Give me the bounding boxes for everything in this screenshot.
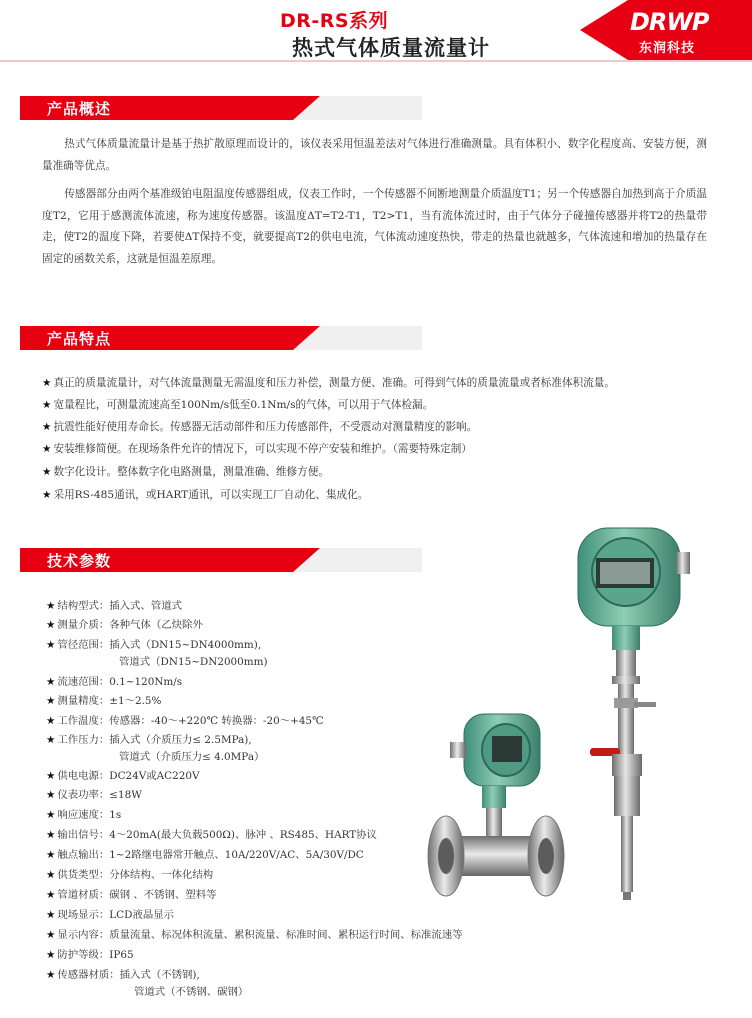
star-icon: ★ xyxy=(46,869,56,881)
star-icon: ★ xyxy=(46,889,56,901)
spec-item: ★ 供电电源：DC24V或AC220V xyxy=(46,770,200,782)
star-icon: ★ xyxy=(46,849,56,861)
star-icon: ★ xyxy=(46,829,56,841)
star-icon: ★ xyxy=(46,929,56,941)
section-header-overview xyxy=(20,96,422,120)
section-title-features: 产品特点 xyxy=(47,330,112,348)
insertion-flowmeter-image xyxy=(560,522,700,902)
logo-wordmark: DRWP xyxy=(630,8,709,36)
series-title: DR-RS系列 xyxy=(280,10,389,32)
star-icon: ★ xyxy=(46,734,56,746)
overview-paragraph-2: 传感器部分由两个基准级铂电阻温度传感器组成，仪表工作时，一个传感器不间断地测量介质温度T1；另一个传感器自加热到高于介质温度T2，它用于感测流体流速，称为速度传感器。该温度ΔT=T2-T1，T2>T1，当有流体流过时，由于气体分子碰撞传感器并将T2的热量带走，使T2的温度下降，若要使ΔT保持不变，就要提高T2的供电电流，气体流动速度热快，带走的热量也就越多，气体流速和增加的热量存在固定的函数关系，这就是恒温差原理。 xyxy=(42,188,708,265)
feature-item: ★ 抗震性能好使用寿命长。传感器无活动部件和压力传感部件，不受震动对测量精度的影响。 xyxy=(42,421,478,433)
star-icon: ★ xyxy=(46,969,56,981)
star-icon: ★ xyxy=(46,909,56,921)
section-title-overview: 产品概述 xyxy=(47,100,112,118)
overview-paragraph-1: 热式气体质量流量计是基于热扩散原理而设计的，该仪表采用恒温差法对气体进行准确测量。具有体积小、数字化程度高、安装方便，测量准确等优点。 xyxy=(42,138,708,172)
spec-item: ★ 仪表功率：≤18W xyxy=(46,789,142,801)
spec-item-continuation: 管道式（介质压力≤ 4.0MPa） xyxy=(119,751,265,763)
star-icon: ★ xyxy=(46,676,56,688)
star-icon: ★ xyxy=(42,489,52,501)
star-icon: ★ xyxy=(46,695,56,707)
spec-item: ★ 测量精度：±1～2.5% xyxy=(46,695,162,707)
section-title-specs: 技术参数 xyxy=(47,552,112,570)
star-icon: ★ xyxy=(46,809,56,821)
spec-item: ★ 防护等级：IP65 xyxy=(46,949,134,961)
feature-item: ★ 真正的质量流量计，对气体流量测量无需温度和压力补偿，测量方便、准确。可得到气体的质量流量或者标准体积流量。 xyxy=(42,377,615,389)
star-icon: ★ xyxy=(46,949,56,961)
page-header xyxy=(0,0,752,60)
spec-item: ★ 传感器材质：插入式（不锈钢), xyxy=(46,969,200,981)
star-icon: ★ xyxy=(42,377,52,389)
section-header-specs xyxy=(20,548,422,572)
spec-item: ★ 触点输出：1~2路继电器常开触点、10A/220V/AC、5A/30V/DC xyxy=(46,849,364,861)
spec-item-continuation: 管道式（不锈钢、碳钢） xyxy=(134,986,249,998)
spec-item: ★ 工作温度：传感器：-40～+220℃ 转换器：-20～+45℃ xyxy=(46,715,324,727)
star-icon: ★ xyxy=(42,399,52,411)
spec-item: ★ 管道材质：碳钢 、不锈钢、塑料等 xyxy=(46,889,217,901)
spec-item: ★ 结构型式：插入式、管道式 xyxy=(46,600,183,612)
star-icon: ★ xyxy=(42,466,52,478)
spec-item: ★ 管径范围：插入式（DN15~DN4000mm), xyxy=(46,639,262,651)
spec-item: ★ 供货类型：分体结构、一体化结构 xyxy=(46,869,214,881)
header-divider xyxy=(0,60,752,62)
spec-item: ★ 工作压力：插入式（介质压力≤ 2.5MPa), xyxy=(46,734,252,746)
spec-item: ★ 现场显示：LCD液晶显示 xyxy=(46,909,175,921)
logo-company-name: 东润科技 xyxy=(639,41,696,56)
feature-item: ★ 宽量程比，可测量流速高至100Nm/s低至0.1Nm/s的气体，可以用于气体检漏。 xyxy=(42,399,434,411)
star-icon: ★ xyxy=(46,639,56,651)
spec-item: ★ 显示内容：质量流量、标况体积流量、累积流量、标准时间、累积运行时间、标准流速等 xyxy=(46,929,463,941)
feature-item: ★ 数字化设计。整体数字化电路测量，测量准确、维修方便。 xyxy=(42,466,329,478)
star-icon: ★ xyxy=(46,600,56,612)
star-icon: ★ xyxy=(42,421,52,433)
star-icon: ★ xyxy=(46,770,56,782)
feature-item: ★ 采用RS-485通讯，或HART通讯，可以实现工厂自动化、集成化。 xyxy=(42,489,369,501)
spec-item-continuation: 管道式（DN15~DN2000mm) xyxy=(119,656,268,668)
star-icon: ★ xyxy=(46,619,56,631)
spec-item: ★ 测量介质：各种气体（乙炔除外 xyxy=(46,619,203,631)
spec-item: ★ 流速范围：0.1~120Nm/s xyxy=(46,676,183,688)
product-title: 热式气体质量流量计 xyxy=(292,36,490,60)
star-icon: ★ xyxy=(46,789,56,801)
feature-item: ★ 安装维修简便。在现场条件允许的情况下，可以实现不停产安装和维护。（需要特殊定制） xyxy=(42,443,472,455)
pipeline-flowmeter-image xyxy=(420,708,570,908)
spec-item: ★ 响应速度：1s xyxy=(46,809,122,821)
spec-item: ★ 输出信号：4～20mA(最大负载500Ω)、脉冲 、RS485、HART协议 xyxy=(46,829,377,841)
star-icon: ★ xyxy=(46,715,56,727)
star-icon: ★ xyxy=(42,443,52,455)
section-header-features xyxy=(20,326,422,350)
